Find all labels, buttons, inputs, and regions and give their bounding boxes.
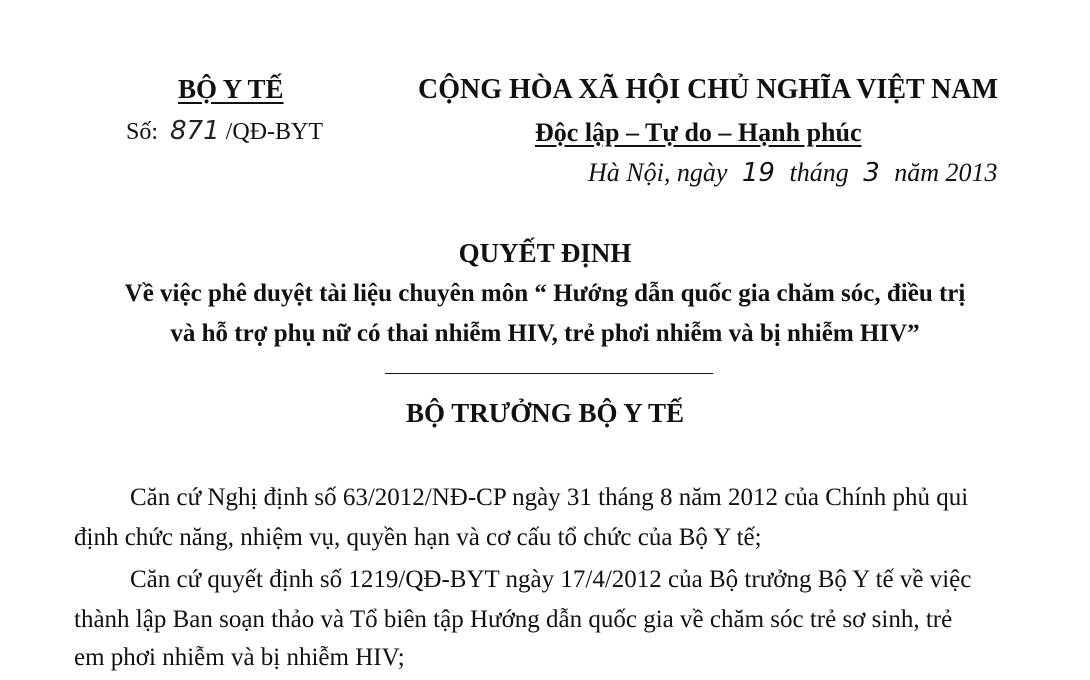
handwritten-number: 871 — [170, 116, 220, 146]
handwritten-day: 19 — [741, 158, 775, 188]
issuing-authority: BỘ TRƯỞNG BỘ Y TẾ — [405, 398, 685, 428]
body-line: định chức năng, nhiệm vụ, quyền hạn và cơ cấu tổ chức của Bộ Y tế; — [74, 524, 762, 551]
date-year: năm 2013 — [894, 158, 998, 187]
decision-subject-line-1: Về việc phê duyệt tài liệu chuyên môn “ Hướng dẫn quốc gia chăm sóc, điều trị — [124, 280, 966, 307]
body-line: em phơi nhiễm và bị nhiễm HIV; — [74, 644, 405, 671]
date-line — [588, 158, 998, 188]
country-name: CỘNG HÒA XÃ HỘI CHỦ NGHĨA VIỆT NAM — [418, 74, 999, 105]
number-suffix: /QĐ-BYT — [225, 119, 323, 145]
document-number — [126, 116, 323, 146]
decision-title: QUYẾT ĐỊNH — [458, 238, 632, 268]
body-line: thành lập Ban soạn thảo và Tổ biên tập Hướng dẫn quốc gia về chăm sóc trẻ sơ sinh, trẻ — [74, 606, 953, 633]
handwritten-month: 3 — [863, 158, 880, 188]
national-motto: Độc lập – Tự do – Hạnh phúc — [535, 118, 862, 147]
ministry-name: BỘ Y TẾ — [178, 74, 284, 104]
body-line: Căn cứ quyết định số 1219/QĐ-BYT ngày 17/4/2012 của Bộ trưởng Bộ Y tế về việc — [130, 566, 972, 593]
date-place: Hà Nội, ngày — [588, 158, 728, 187]
number-prefix: Số: — [126, 119, 159, 145]
decision-subject-line-2: và hỗ trợ phụ nữ có thai nhiễm HIV, trẻ phơi nhiễm và bị nhiễm HIV” — [170, 320, 920, 347]
separator-rule — [385, 373, 713, 374]
month-label: tháng — [789, 158, 849, 187]
body-line: Căn cứ Nghị định số 63/2012/NĐ-CP ngày 31 tháng 8 năm 2012 của Chính phủ qui — [130, 484, 969, 511]
